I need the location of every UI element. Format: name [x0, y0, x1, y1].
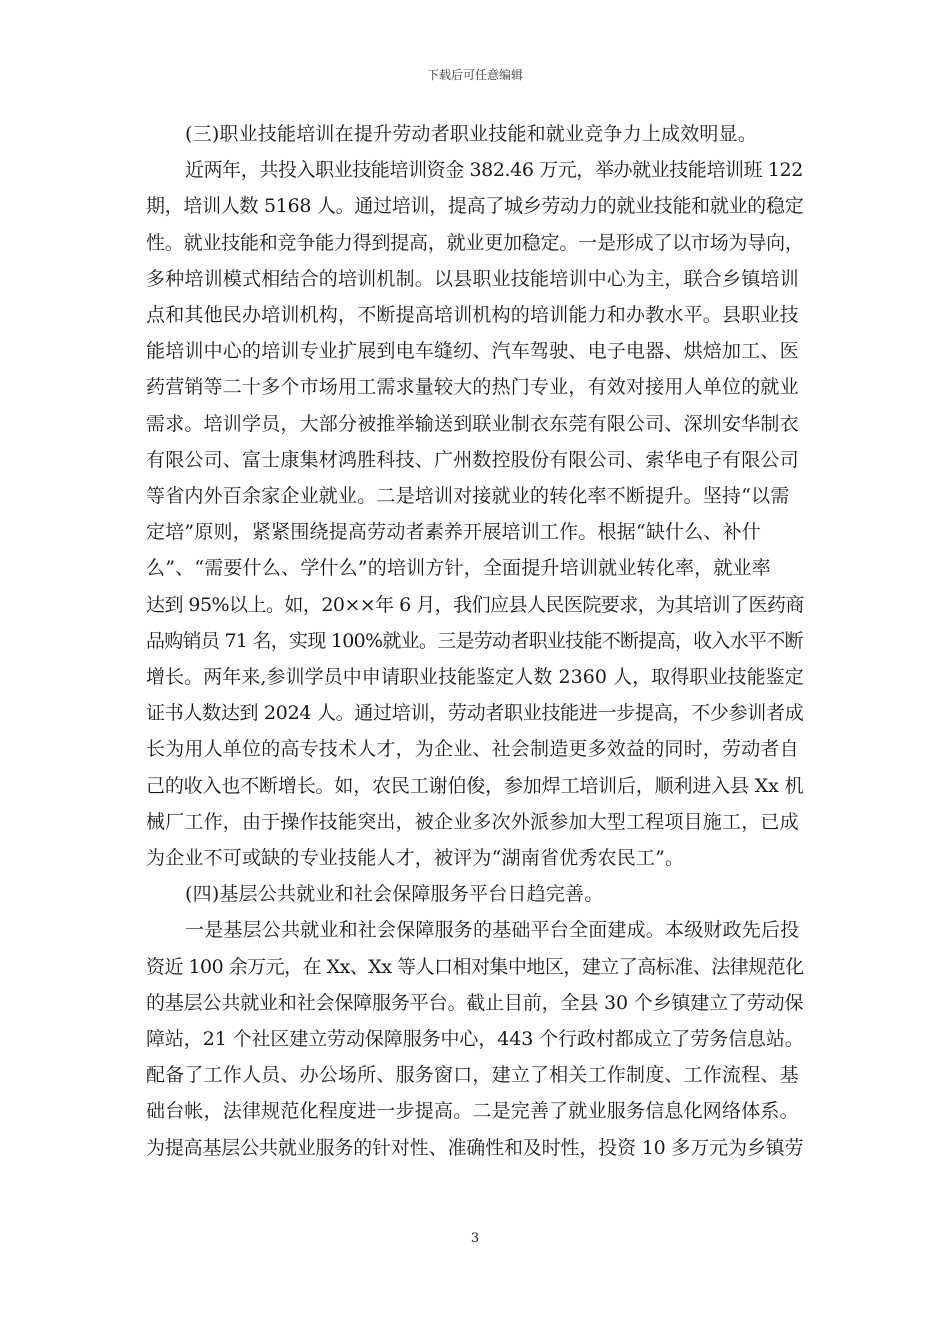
- text-line: 近两年，共投入职业技能培训资金 382.46 万元，举办就业技能培训班 122: [185, 159, 803, 181]
- text-line: 达到 95%以上。如，20××年 6 月，我们应县人民医院要求，为其培训了医药商: [146, 594, 804, 616]
- text-line: 为企业不可或缺的专业技能人才，被评为“湖南省优秀农民工”。: [146, 847, 685, 869]
- text-line: 械厂工作，由于操作技能突出，被企业多次外派参加大型工程项目施工，已成: [146, 811, 799, 833]
- text-line: 资近 100 余万元，在 Xx、Xx 等人口相对集中地区，建立了高标准、法律规范化: [146, 956, 804, 978]
- text-line: 期，培训人数 5168 人。通过培训，提高了城乡劳动力的就业技能和就业的稳定: [146, 195, 804, 217]
- text-line: 药营销等二十多个市场用工需求量较大的热门专业，有效对接用人单位的就业: [146, 376, 799, 398]
- text-line: 为提高基层公共就业服务的针对性、准确性和及时性，投资 10 多万元为乡镇劳: [146, 1137, 804, 1159]
- text-line: 能培训中心的培训专业扩展到电车缝纫、汽车驾驶、电子电器、烘焙加工、医: [146, 340, 799, 362]
- text-line: 品购销员 71 名，实现 100%就业。三是劳动者职业技能不断提高，收入水平不断: [146, 630, 803, 652]
- text-line: 点和其他民办培训机构，不断提高培训机构的培训能力和办教水平。县职业技: [146, 304, 799, 326]
- text-line: 性。就业技能和竞争能力得到提高，就业更加稳定。一是形成了以市场为导向，: [146, 232, 804, 254]
- text-line: 一是基层公共就业和社会保障服务的基础平台全面建成。本级财政先后投: [185, 919, 800, 941]
- text-line: 长为用人单位的高专技术人才，为企业、社会制造更多效益的同时，劳动者自: [146, 738, 799, 760]
- text-line: 需求。培训学员，大部分被推举输送到联业制衣东莞有限公司、深圳安华制衣: [146, 413, 799, 435]
- text-line: 己的收入也不断增长。如，农民工谢伯俊，参加焊工培训后，顺利进入县 Xx 机: [146, 775, 804, 797]
- text-line: 多种培训模式相结合的培训机制。以县职业技能培训中心为主，联合乡镇培训: [146, 268, 799, 290]
- text-line: 定培”原则，紧紧围绕提高劳动者素养开展培训工作。根据“缺什么、补什: [146, 521, 762, 543]
- text-line: 配备了工作人员、办公场所、服务窗口，建立了相关工作制度、工作流程、基: [146, 1064, 799, 1086]
- text-line: 等省内外百余家企业就业。二是培训对接就业的转化率不断提升。坚持“以需: [146, 485, 790, 507]
- text-line: 么”、“需要什么、学什么”的培训方针，全面提升培训就业转化率，就业率: [146, 557, 771, 579]
- page-number: 3: [470, 1231, 480, 1246]
- text-line: 证书人数达到 2024 人。通过培训，劳动者职业技能进一步提高，不少参训者成: [146, 702, 804, 724]
- text-line: (四)基层公共就业和社会保障服务平台日趋完善。: [185, 883, 604, 905]
- text-line: 增长。两年来,参训学员中申请职业技能鉴定人数 2360 人，取得职业技能鉴定: [146, 666, 804, 688]
- page-header: 下载后可任意编辑: [426, 68, 523, 82]
- text-line: 有限公司、富士康集材鸿胜科技、广州数控股份有限公司、索华电子有限公司: [146, 449, 799, 471]
- text-line: 础台帐，法律规范化程度进一步提高。二是完善了就业服务信息化网络体系。: [146, 1100, 799, 1122]
- text-line: 障站，21 个社区建立劳动保障服务中心，443 个行政村都成立了劳务信息站。: [146, 1028, 804, 1050]
- text-line: 的基层公共就业和社会保障服务平台。截止目前，全县 30 个乡镇建立了劳动保: [146, 992, 804, 1014]
- text-line: (三)职业技能培训在提升劳动者职业技能和就业竞争力上成效明显。: [185, 123, 758, 145]
